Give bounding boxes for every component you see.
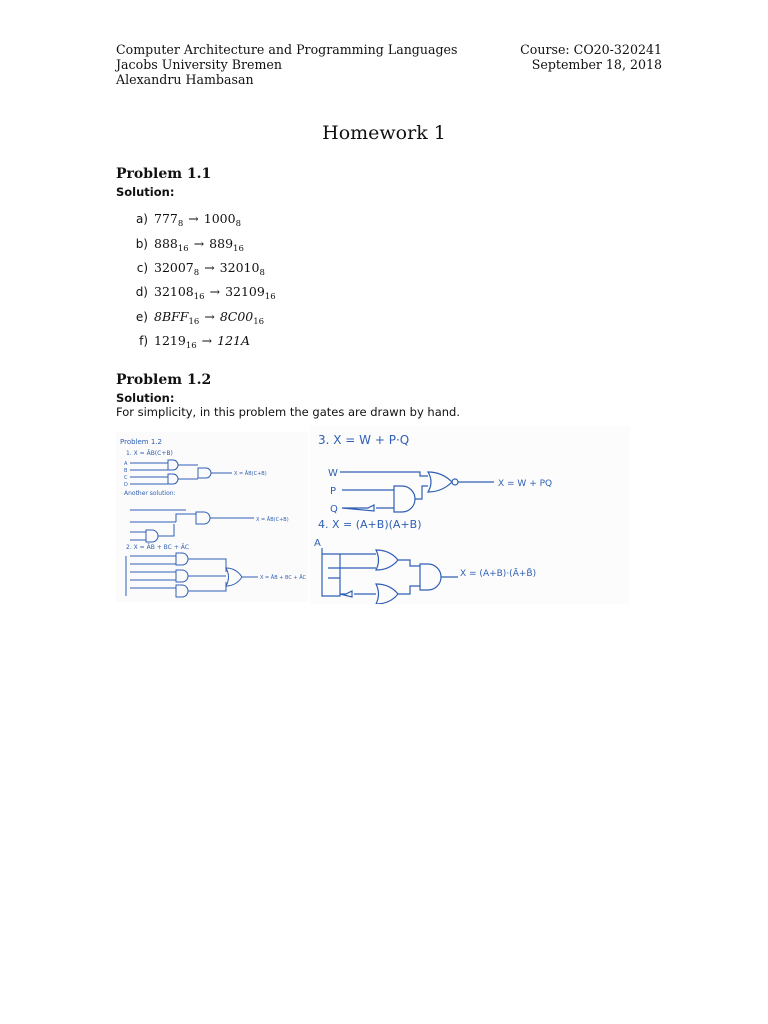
sketch-left — [116, 432, 308, 602]
sketch-right-input-p: P — [330, 486, 337, 497]
sketch-right-eq4: 4. X = (A+B)(A+B) — [318, 518, 422, 531]
to-base: 8 — [259, 268, 265, 278]
list-item-label: d) — [135, 285, 148, 299]
arrow-icon: → — [204, 260, 215, 275]
sketch-right — [310, 426, 630, 604]
problem-1-2-heading: Problem 1.2 — [116, 372, 212, 388]
from-value: 1219 — [154, 333, 186, 348]
university: Jacobs University Bremen — [116, 57, 282, 72]
to-base: 8 — [235, 219, 241, 229]
list-item-label: c) — [136, 261, 148, 275]
sketch-left-heading: Problem 1.2 — [120, 438, 162, 446]
list-item-label: a) — [135, 212, 148, 226]
header-left — [116, 42, 457, 87]
sketch-left-output1: X = ĀB(C+B) — [234, 471, 267, 477]
to-value: 1000 — [203, 211, 236, 226]
list-item — [128, 284, 276, 302]
from-value: 8BFF — [154, 309, 189, 324]
sketch-right-out3: X = W + PQ — [498, 479, 553, 489]
from-value: 32108 — [154, 284, 194, 299]
sketch-right-drawing — [310, 426, 630, 604]
header-right — [520, 42, 662, 72]
date: September 18, 2018 — [531, 57, 662, 72]
from-value: 32007 — [154, 260, 194, 275]
sketch-right-input-a: A — [314, 538, 321, 549]
from-value: 888 — [154, 236, 178, 251]
list-item — [128, 333, 250, 351]
sketch-right-out4: X = (A+B)·(Ā+B̄) — [460, 569, 537, 579]
from-base: 8 — [177, 219, 184, 229]
from-base: 16 — [177, 244, 189, 254]
list-item-label: f) — [139, 334, 148, 348]
sketch-left-input-c: C — [124, 475, 128, 481]
to-base: 16 — [233, 244, 244, 254]
to-value: 121A — [217, 333, 251, 348]
to-value: 889 — [209, 236, 234, 251]
list-item — [128, 211, 241, 229]
from-base: 8 — [193, 268, 200, 278]
from-base: 16 — [188, 317, 200, 327]
sketch-left-input-a: A — [124, 461, 128, 467]
list-item — [128, 309, 264, 327]
sketch-right-input-w: W — [328, 468, 338, 479]
sketch-right-input-q: Q — [330, 504, 338, 515]
sketch-left-input-d: D — [124, 482, 128, 488]
sketch-left-drawing — [116, 432, 308, 602]
list-item — [128, 260, 265, 278]
course-name: Computer Architecture and Programming Languages — [116, 42, 458, 57]
arrow-icon: → — [201, 333, 213, 348]
from-base: 16 — [185, 341, 197, 351]
sketch-left-output2: X = ĀB + BC + ĀC — [260, 575, 307, 581]
sketch-left-another: Another solution: — [124, 490, 176, 497]
to-base: 16 — [253, 317, 265, 327]
page-title: Homework 1 — [322, 122, 446, 144]
problem-1-2-solution-label: Solution: — [116, 391, 175, 405]
problem-1-2-text: For simplicity, in this problem the gates are drawn by hand. — [116, 405, 460, 419]
sketch-left-input-b: B — [124, 468, 128, 474]
sketch-left-output1b: X = ĀB(C+B) — [256, 517, 289, 523]
course-code: Course: CO20-320241 — [520, 42, 662, 57]
to-value: 8C00 — [219, 309, 254, 324]
arrow-icon: → — [193, 236, 205, 251]
problem-1-1-heading: Problem 1.1 — [116, 166, 212, 182]
from-value: 777 — [154, 211, 178, 226]
list-item — [128, 236, 244, 254]
arrow-icon: → — [209, 284, 221, 299]
list-item-label: b) — [135, 237, 148, 251]
list-item-label: e) — [135, 310, 148, 324]
sketch-right-eq3: 3. X = W + P·Q — [318, 433, 410, 447]
to-base: 16 — [264, 292, 276, 302]
to-value: 32109 — [225, 284, 265, 299]
sketch-left-eq2: 2. X = ĀB + BC + ĀC — [126, 544, 189, 551]
sketch-left-eq1: 1. X = ĀB(C+B) — [126, 450, 173, 457]
from-base: 16 — [193, 292, 205, 302]
problem-1-1-solution-label: Solution: — [116, 185, 175, 199]
to-value: 32010 — [219, 260, 260, 275]
arrow-icon: → — [204, 309, 215, 324]
arrow-icon: → — [188, 211, 199, 226]
author: Alexandru Hambasan — [116, 72, 254, 87]
